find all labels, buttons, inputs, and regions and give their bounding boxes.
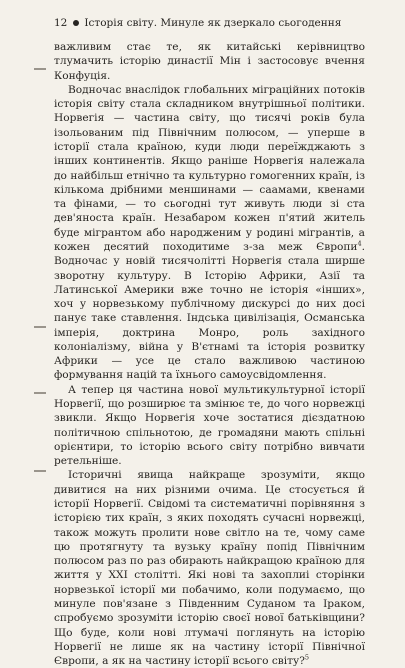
paragraph-2b-text: Водночас у новій тисячолітті Норвегія стала ширше зворотну культуру. В Історію Африки, Азії та Латинської Америки вже точно не історія «інших», хоч у норвезькому публічному дискурсі до них досі панує таке ставлення. Індська цивілізація, Османська імперія, доктрина Монро, роль західного колоніалізму, війна у В'єтнамі та історія розвитку Африки — усе це стало важливою частиною формування націй та їхнього самоусвідомлення. [54, 255, 365, 382]
margin-mark [34, 470, 46, 472]
paragraph-2-text: Водночас внаслідок глобальних міграційних потоків історія світу стала складником внутрішньої політики. Норвегія — частина світу, що тисячі років була ізольованим під Північним полюсом, — уперше в історії стала країною, куди люди переїжджають з інших континентів. Якщо раніше Норвегія належала до найбільш етнічно та культурно гомогенних країн, із кількома дрібними меншинами — саамами, квенами та фінами, — то сьогодні тут живуть люди зі ста дев'яноста країн. Незабаром кожен п'ятий житель буде мігрантом або народженим у родині мігрантів, а кожен десятий походитиме з-за меж Європи [54, 83, 365, 253]
paragraph-4-text: Історичні явища найкраще зрозуміти, якщо дивитися на них різними очима. Це стосується й історії Норвегії. Свідомі та систематичні порівняння з історією тих країн, з яких походять сучасні норвежці, також можуть пролити нове світло на те, чому саме цю протягнуту та вузьку країну попід Північним полюсом раз по раз обирають найкращою країною для життя у XXI столітті. Які нові та захоплиі сторінки норвезької історії ми побачимо, коли подумаємо, що минуле пов'язане з Південним Суданом та Іраком, спробуємо зрозуміти історію своєї нової батьківщини? Що буде, коли нові лтумачі поглянуть на історію Норвегії не лише як на частину історії Північної Європи, а як на частину історії всього світу? [54, 469, 365, 668]
page-number: 12 [54, 17, 68, 29]
margin-mark [34, 392, 46, 394]
bullet-separator-icon [73, 20, 79, 26]
running-head [54, 16, 365, 30]
paragraph-1: важливим стає те, як китайські керівництво тлумачить історію династії Мін і застосовує вчення Конфуція. [54, 41, 365, 82]
body-text [54, 40, 365, 668]
footnote-ref-5[interactable]: 5 [304, 653, 310, 662]
running-title: Історія світу. Минуле як дзеркало сьогодення [84, 17, 342, 29]
margin-mark [34, 326, 46, 328]
margin-mark [34, 68, 46, 70]
paragraph-3: А тепер ця частина нової мультикультурної історії Норвегії, що розширює та змінює те, до чого норвежці звикли. Якщо Норвегія хоче зостатися дієздатною політичною спільнотою, де громадяни мають спільні орієнтири, то історію всього світу потрібно вивчати ретельніше. [54, 383, 365, 468]
paragraph-4 [54, 468, 365, 668]
footnote-ref-4[interactable]: 4 [357, 239, 362, 248]
paragraph-2: Водночас внаслідок глобальних міграційних потоків історія світу стала складником внутрішньої політики. Норвегія — частина світу, що тисячі років була ізольованим під Північним полюсом, — уперше в історії стала країною, куди люди переїжджають з інших континентів. Якщо раніше Норвегія належала до найбільш етнічно та культурно гомогенних країн, із кількома дрібними меншинами — саамами, квенами та фінами, — то сьогодні тут живуть люди зі ста дев'яноста країн. Незабаром кожен п'ятий житель буде мігрантом або народженим у родині мігрантів, а кожен десятий походитиме з-за меж Європи$^4$. Водночас у новій тисячолітті Норвегія стала ширше зворотну культуру. В Історію Африки, Азії та Латинської Америки вже точно не історія «інших», хоч у норвезькому публічному дискурсі до них досі панує таке ставлення. Індська цивілізація, Османська імперія, доктрина Монро, роль західного колоніалізму, війна у В'єтнамі та історія розвитку Африки — усе це стало важливою частиною формування націй та їхнього самоусвідомлення. [54, 83, 365, 382]
